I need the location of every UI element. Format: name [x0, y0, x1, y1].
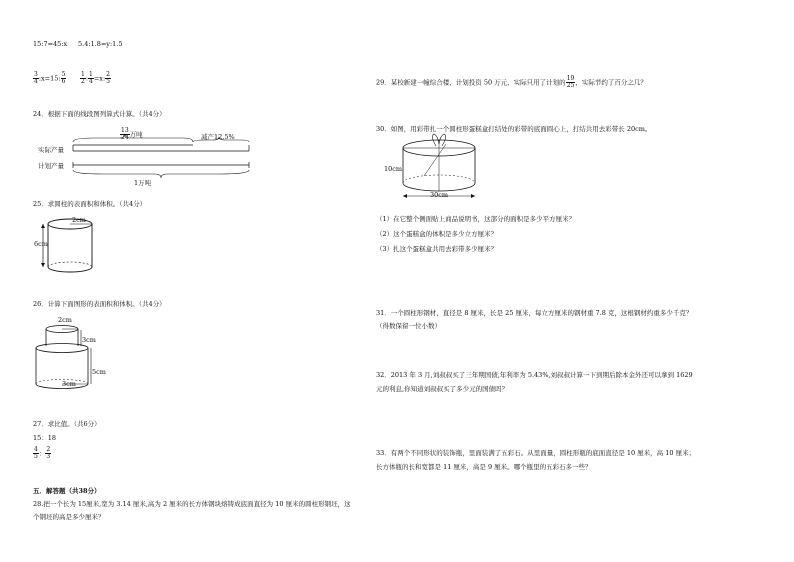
- section-5-heading: 五．解答题（共38分）: [33, 487, 101, 495]
- question-27: 27．求比值。（共6分）: [33, 420, 101, 428]
- question-30-part-3: （3）扎这个蛋糕盒共用去彩带多少厘米？: [376, 245, 498, 253]
- ratio-b: $\frac{4}{5}$ ： $\frac{2}{3}$: [34, 446, 51, 460]
- bottom-radius-label: 3cm: [62, 380, 76, 388]
- fraction: $\frac{1}{4}$: [89, 71, 93, 85]
- question-26: 26．计算下面图形的表面积和体积。（共4分）: [33, 300, 166, 308]
- segment-fraction: $\frac{13}{24}$ 万吨: [121, 127, 143, 141]
- height-label: 6cm: [34, 240, 48, 248]
- decrease-label: 减产12.5%: [201, 133, 235, 141]
- equation-3: $\frac{3}{4}$ :x=15: $\frac{5}{6}$: [34, 71, 66, 85]
- box-diameter-label: 30cm: [430, 191, 449, 199]
- question-33-line-1: 33．有两个不同形状的装饰瓶，里面装满了五彩石。从里面量，圆柱形瓶的底面直径是 10 厘米，高 10 厘米；: [376, 449, 696, 457]
- question-28-line-2: 个钢坯的高是多少厘米？: [33, 513, 105, 521]
- question-30: 30．如图，用彩带扎一个圆柱形蛋糕盒打结处的彩带的底面圆心上，打结共用去彩带长 20cm。: [376, 125, 652, 133]
- equation-1: 15:7=45:x: [33, 40, 68, 48]
- bottom-height-label: 5cm: [92, 368, 106, 376]
- question-28-line-1: 28.把一个长为 15厘米,宽为 3.14 厘米,高为 2 厘米的长方体钢块熔铸成底面直径为 10 厘米的圆柱形钢坯，这: [33, 500, 351, 508]
- question-31-line-2: （得数保留一位小数）: [376, 322, 441, 330]
- actual-output-label: 实际产量: [38, 146, 64, 154]
- top-diameter-label: 2cm: [58, 316, 72, 324]
- top-height-label: 3cm: [82, 336, 96, 344]
- question-30-part-2: （2）这个蛋糕盒的体积是多少立方厘米？: [376, 230, 498, 238]
- diameter-label: 2cm: [72, 216, 86, 224]
- stacked-cylinders-figure: [33, 318, 133, 398]
- question-25: 25．求圆柱的表面积和体积。（共4分）: [33, 200, 147, 208]
- question-24: 24．根据下面的线段图列算式计算。（共4分）: [33, 110, 166, 118]
- question-29: 29．某校新建一幢综合楼，计划投资 50 万元，实际只用了计划的 $\frac{19}{25}$ ，实际节约了百分之几？: [376, 75, 647, 89]
- equation-2: 5.4:1.8=y:1.5: [78, 40, 123, 48]
- fraction: $\frac{2}{5}$: [106, 71, 110, 85]
- question-32-line-2: 元的利息,你知道刘叔叔买了多少元的国债吗？: [376, 385, 509, 393]
- fraction: $\frac{3}{4}$: [34, 71, 38, 85]
- question-31-line-1: 31．一个圆柱形钢材，直径是 8 厘米，长是 25 厘米，每立方厘米的钢材重 7.8 克，这根钢材约重多少千克？: [376, 309, 693, 317]
- fraction: $\frac{1}{2}$: [81, 71, 85, 85]
- equation-4: $\frac{1}{2}$ : $\frac{1}{4}$ =x: $\frac{2}{5}$: [81, 71, 110, 85]
- question-33-line-2: 长方体瓶的长和宽都是 11 厘米，高是 9 厘米。哪个瓶里的五彩石多一些？: [376, 463, 592, 471]
- total-label: 1万吨: [134, 179, 152, 187]
- ratio-a: 15：18: [33, 434, 57, 442]
- question-30-part-1: （1）在它整个侧面贴上商品说明书，这部分的面积是多少平方厘米？: [376, 215, 576, 223]
- fraction: $\frac{5}{6}$: [61, 71, 66, 85]
- box-height-label: 10cm: [384, 165, 403, 173]
- planned-output-label: 计划产量: [38, 162, 64, 170]
- question-32-line-1: 32．2013 年 3 月,刘叔叔买了三年期国债,年利率为 5.43%,刘叔叔计算一下到期后除本金外还可以拿到 1629: [376, 371, 693, 379]
